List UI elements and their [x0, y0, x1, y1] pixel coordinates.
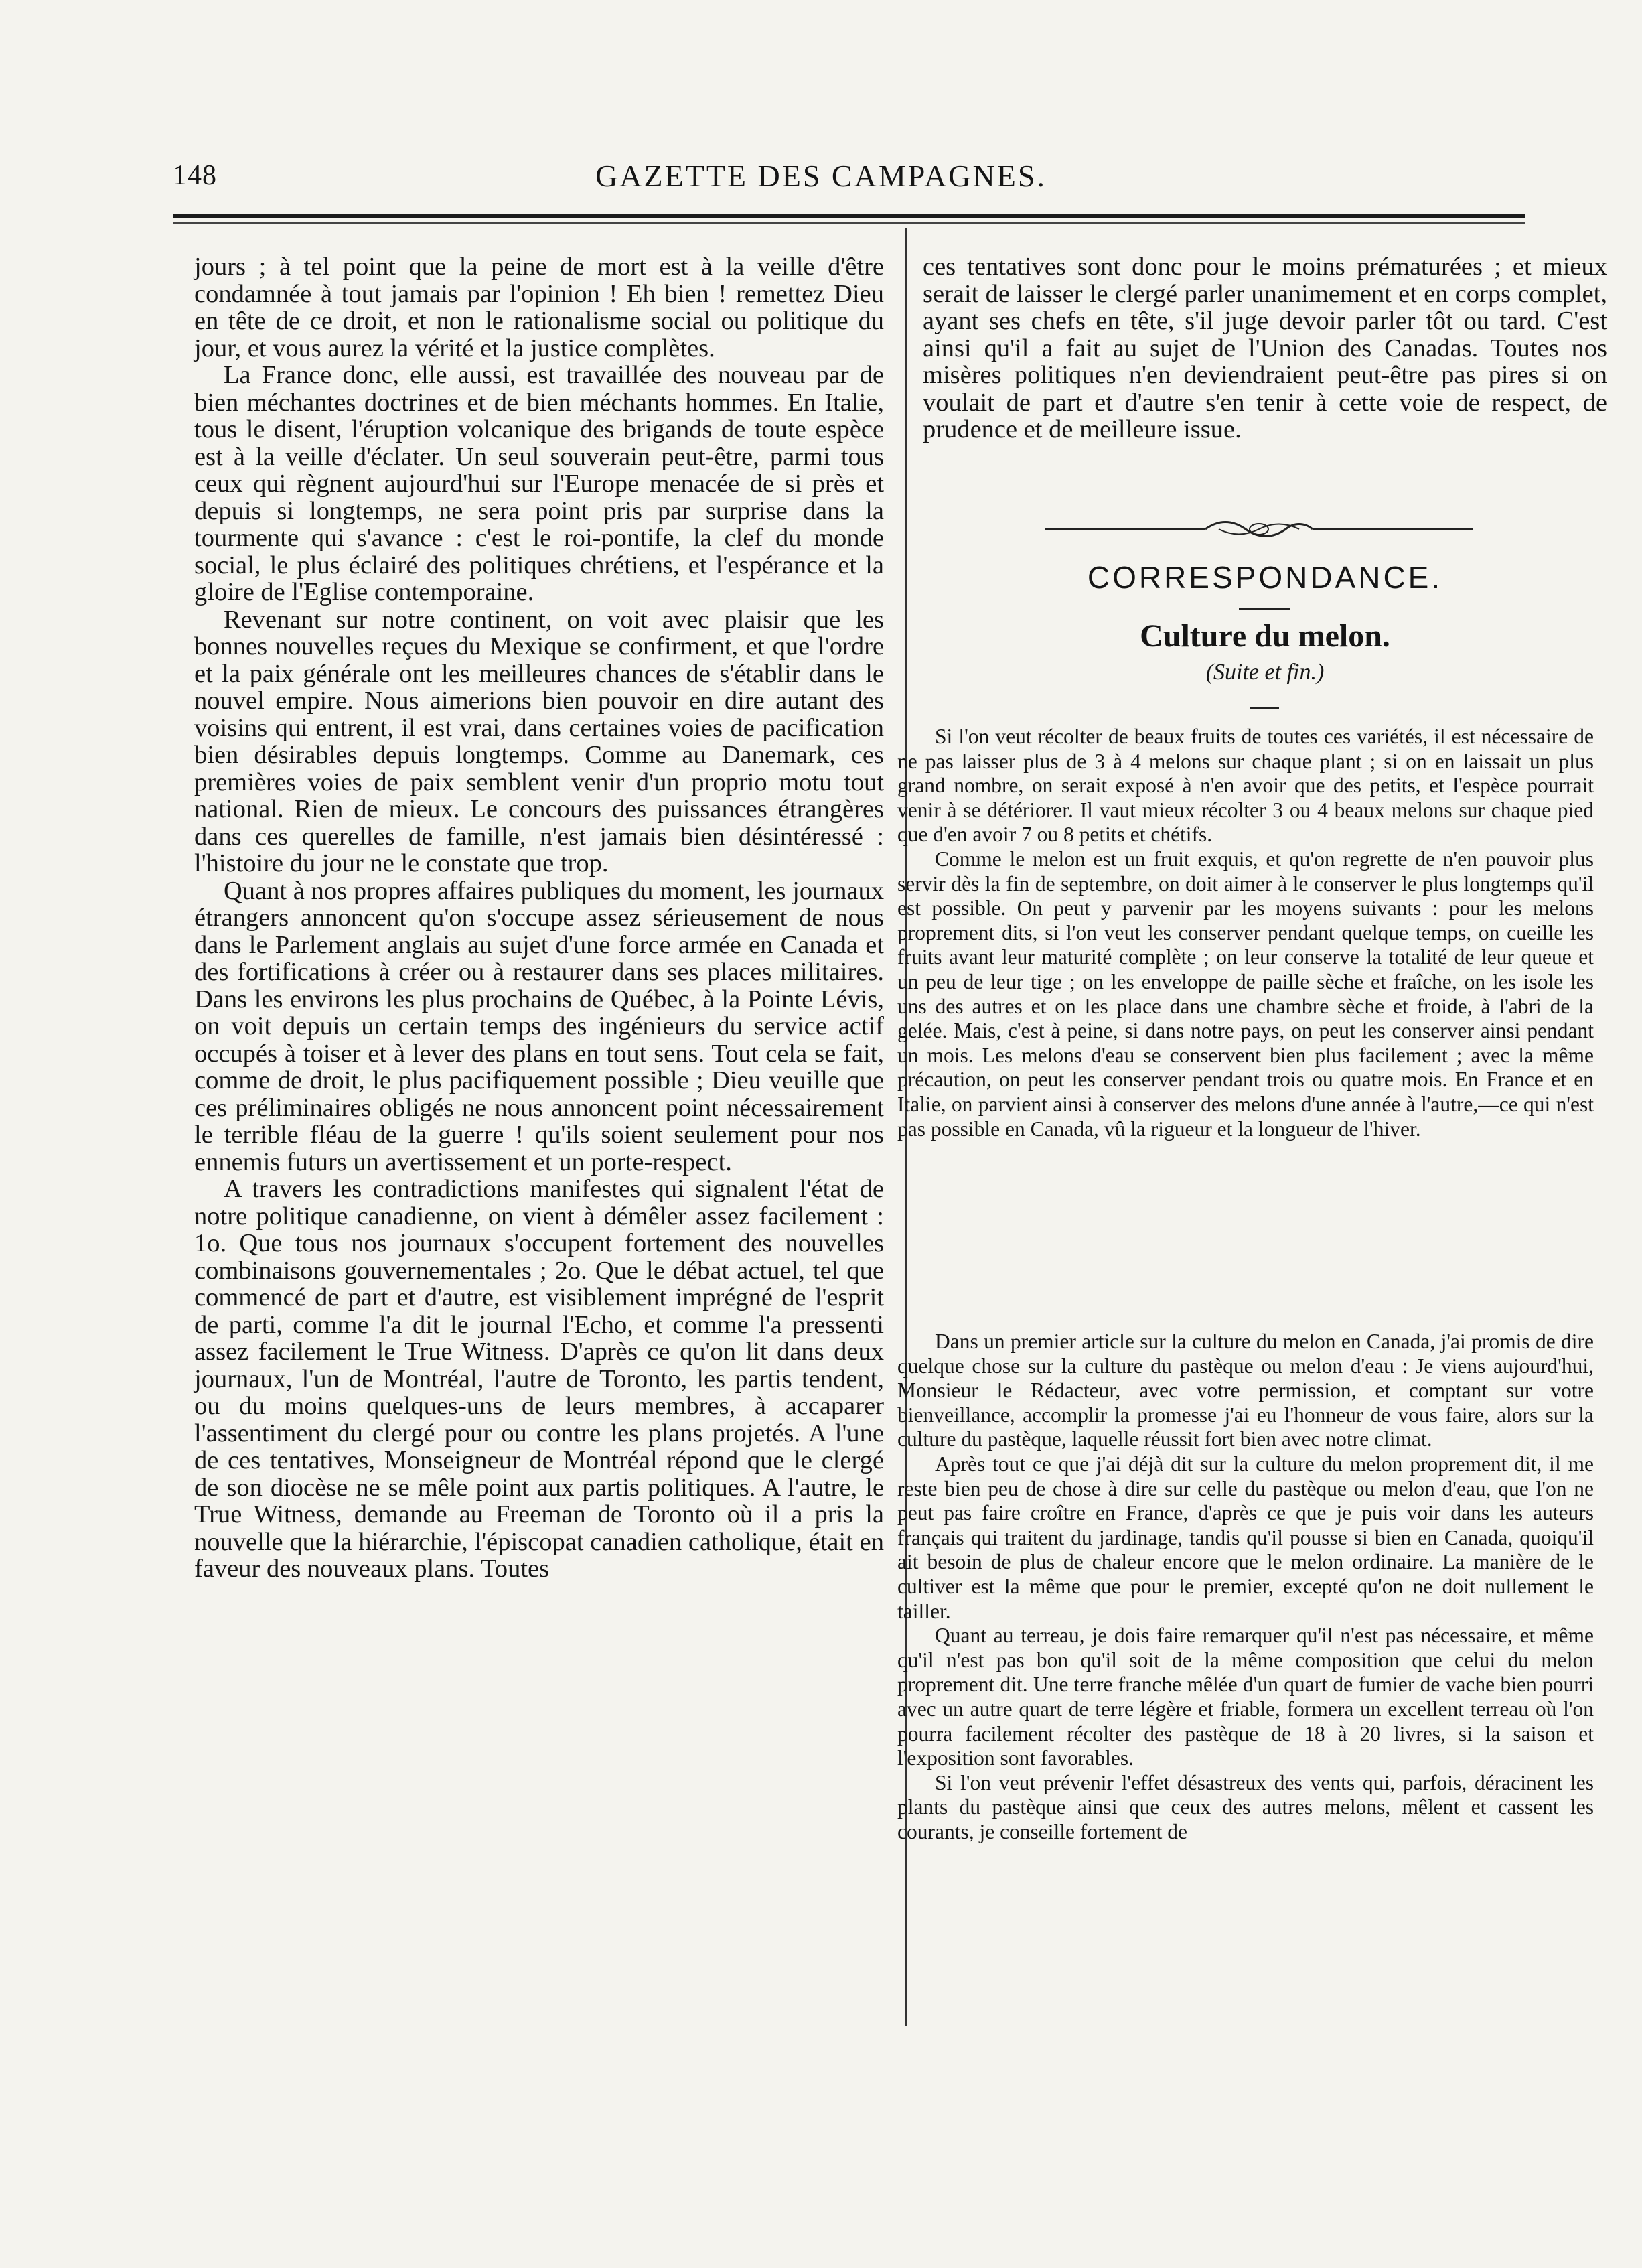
- left-paragraph: Revenant sur notre continent, on voit avec plaisir que les bonnes nouvelles reçues du Mexique se confirment, et que l'ordre et la paix générale ont les meilleures chances de s'établir dans le nouvel empire. Nous aimerions bien pouvoir en dire autant des voisins qui entrent, il est vrai, dans certaines voies de pacification bien désirables depuis longtemps. Comme au Danemark, ces premières voies de paix semblent venir d'un proprio motu tout national. Rien de mieux. Le concours des puissances étrangères dans ces querelles de famille, n'est jamais bien désintéressé : l'histoire du jour ne le constate que trop.: [194, 605, 884, 877]
- right-column-top: [923, 253, 1607, 443]
- correspondance-paragraph: Quant au terreau, je dois faire remarquer qu'il n'est pas nécessaire, et même qu'il n'est pas bon qu'il soit de la même composition que celui du melon proprement dit. Une terre franche mêlée d'un quart de fumier de vache bien pourri avec un autre quart de terre légère et friable, formera un excellent terreau où l'on pourra facilement récolter des pastèque de 18 à 20 livres, si la saison et l'exposition sont favorables.: [897, 1624, 1594, 1770]
- header-rule-thin: [173, 222, 1525, 224]
- correspondance-paragraph: Après tout ce que j'ai déjà dit sur la culture du melon proprement dit, il me reste bien peu de chose à dire sur celle du pastèque ou melon d'eau, que l'on ne peut pas faire croître en France, d'après ce que je puis voir dans les auteurs français qui traitent du jardinage, tandis qu'il pousse si bien en Canada, quoiqu'il ait besoin de plus de chaleur encore que le melon ordinaire. La manière de le cultiver est la même que pour le premier, excepté qu'on ne doit nullement le tailler.: [897, 1451, 1594, 1623]
- running-head: GAZETTE DES CAMPAGNES.: [595, 159, 1047, 193]
- article-subtitle: (Suite et fin.): [1205, 660, 1325, 685]
- left-column: [194, 253, 884, 1583]
- article-title: Culture du melon.: [1140, 618, 1390, 654]
- section-heading: CORRESPONDANCE.: [1087, 560, 1443, 595]
- correspondance-part-2: [897, 1330, 1594, 1844]
- left-paragraph: A travers les contradictions manifestes qui signalent l'état de notre politique canadienne, on vient à démêler assez facilement : 1o. Que tous nos journaux s'occupent fortement des nouvelles combinaisons gouvernementales ; 2o. Que le débat actuel, tel que commencé de part et d'autre, est visiblement imprégné de l'esprit de parti, comme l'a dit le journal l'Echo, et comme l'a pressenti assez facilement le True Witness. D'après ce qu'on lit dans deux journaux, l'un de Montréal, l'autre de Toronto, les partis tendent, ou du moins quelques-uns de leurs membres, à accaparer l'assentiment du clergé pour ou contre les plans projetés. A l'une de ces tentatives, Monseigneur de Montréal répond que le clergé de son diocèse ne se mêle point aux partis politiques. A l'autre, le True Witness, demande au Freeman de Toronto où il a pris la nouvelle que la hiérarchie, l'épiscopat canadien catholique, était en faveur des nouveaux plans. Toutes: [194, 1175, 884, 1583]
- page-number: 148: [173, 160, 217, 191]
- correspondance-paragraph: Si l'on veut récolter de beaux fruits de toutes ces variétés, il est nécessaire de ne pas laisser plus de 3 à 4 melons sur chaque plant ; si on en laissait un plus grand nombre, on serait exposé à n'en avoir que des petits, et l'espèce pourrait venir à se détériorer. Il vaut mieux récolter 3 ou 4 beaux melons sur chaque pied que d'en avoir 7 ou 8 petits et chétifs.: [897, 725, 1594, 847]
- correspondance-part-1: [897, 725, 1594, 1141]
- right-paragraph: ces tentatives sont donc pour le moins prématurées ; et mieux serait de laisser le clergé parler unanimement et en corps complet, ayant ses chefs en tête, s'il juge devoir parler tôt ou tard. C'est ainsi qu'il a fait au sujet de l'Union des Canadas. Toutes nos misères politiques n'en deviendraient peut-être pas pires si on voulait de part et d'autre s'en tenir à cette voie de respect, de prudence et de meilleure issue.: [923, 253, 1607, 443]
- left-paragraph: Quant à nos propres affaires publiques du moment, les journaux étrangers annoncent qu'on s'occupe assez sérieusement de nous dans le Parlement anglais au sujet d'une force armée en Canada et des fortifications à créer ou à restaurer dans ses places militaires. Dans les environs les plus prochains de Québec, à la Pointe Lévis, on voit depuis un certain temps des ingénieurs du service actif occupés à toiser et à lever des plans en tout sens. Tout cela se fait, comme de droit, le plus pacifiquement possible ; Dieu veuille que ces préliminaires obligés ne nous annoncent point nécessairement le terrible fléau de la guerre ! qu'ils soient seulement pour nos ennemis futurs un avertissement et un porte-respect.: [194, 876, 884, 1176]
- left-paragraph: La France donc, elle aussi, est travaillée des nouveau par de bien méchantes doctrines et de bien méchants hommes. En Italie, tous le disent, l'éruption volcanique des brigands de toute espèce est à la veille d'éclater. Un seul souverain peut-être, parmi tous ceux qui règnent aujourd'hui sur l'Europe menacée de si près et depuis si longtemps, ne sera point pris par surprise dans la tourmente qui s'avance : c'est le roi-pontife, la clef du monde social, le plus éclairé des politiques chrétiens, et l'espérance et la gloire de l'Eglise contemporaine.: [194, 361, 884, 606]
- header-rule: [173, 214, 1525, 218]
- section-title-rule: [1239, 608, 1290, 610]
- ornament-rule: [1045, 516, 1473, 543]
- correspondance-paragraph: Dans un premier article sur la culture du melon en Canada, j'ai promis de dire quelque chose sur la culture du pastèque ou melon d'eau : Je viens aujourd'hui, Monsieur le Rédacteur, avec votre permission, et comptant sur votre bienveillance, accomplir la promesse j'ai eu l'honneur de vous faire, alors sur la culture du pastèque, laquelle réussit fort bien avec notre climat.: [897, 1330, 1594, 1451]
- correspondance-paragraph: Si l'on veut prévenir l'effet désastreux des vents qui, parfois, déracinent les plants du pastèque ainsi que ceux des autres melons, mêlent et cassent les courants, je conseille fortement de: [897, 1770, 1594, 1843]
- left-paragraph: jours ; à tel point que la peine de mort est à la veille d'être condamnée à tout jamais par l'opinion ! Eh bien ! remettez Dieu en tête de ce droit, et non le rationalisme social ou politique du jour, et vous aurez la vérité et la justice complètes.: [194, 253, 884, 362]
- article-subtitle-rule: [1250, 707, 1279, 709]
- correspondance-paragraph: Comme le melon est un fruit exquis, et qu'on regrette de n'en pouvoir plus servir dès la fin de septembre, on doit aimer à le conserver le plus longtemps qu'il est possible. On peut y parvenir par les moyens suivants : pour les melons proprement dits, si l'on veut les conserver pendant quelque temps, on cueille les fruits avant leur maturité complète ; on leur conserve la totalité de leur queue et un peu de leur tige ; on les enveloppe de paille sèche et fraîche, on les isole les uns des autres et on les place dans une chambre sèche et froide, à l'abri de la gelée. Mais, c'est à peine, si dans notre pays, on peut les conserver ainsi pendant un mois. Les melons d'eau se conservent bien plus facilement ; avec la même précaution, on peut les conserver pendant trois ou quatre mois. En France et en Italie, on parvient ainsi à conserver des melons d'une année à l'autre,—ce qui n'est pas possible en Canada, vû la rigueur et la longueur de l'hiver.: [897, 847, 1594, 1141]
